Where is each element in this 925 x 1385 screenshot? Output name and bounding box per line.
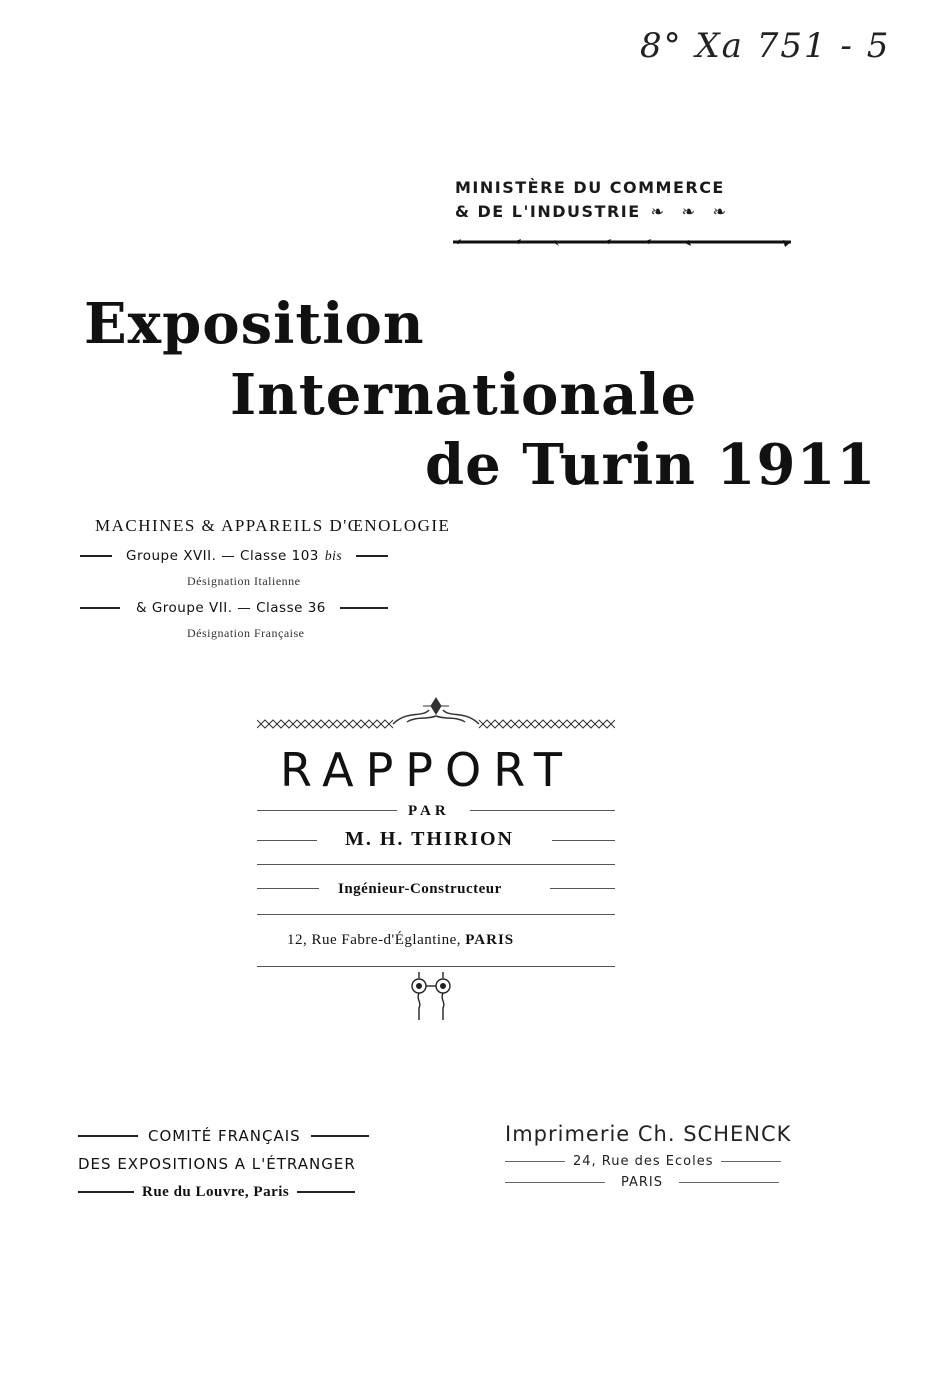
leaf-ornaments: ❧ ❧ ❧	[650, 202, 733, 221]
rule	[505, 1161, 565, 1162]
title-line-1: Exposition	[84, 291, 425, 357]
group-1-text: Groupe XVII. — Classe 103	[126, 548, 319, 564]
printer-name: Imprimerie Ch. SCHENCK	[505, 1122, 792, 1146]
author-address	[287, 932, 514, 949]
rule	[679, 1182, 779, 1183]
ministry-block	[455, 176, 732, 224]
group-line-1	[80, 548, 388, 564]
rule	[257, 966, 615, 967]
title-line-2: Internationale	[230, 362, 698, 428]
dash-right	[297, 1191, 355, 1193]
ministry-line-1: MINISTÈRE DU COMMERCE	[455, 178, 725, 197]
committee-line-2	[78, 1150, 369, 1178]
rule	[257, 914, 615, 915]
author-name: M. H. THIRION	[345, 828, 514, 850]
committee-line-1	[78, 1122, 369, 1150]
address-street: 12, Rue Fabre-d'Églantine,	[287, 932, 461, 948]
ornamental-band	[257, 696, 615, 732]
note-italian: Désignation Italienne	[187, 574, 301, 588]
committee-subtitle: DES EXPOSITIONS A L'ÉTRANGER	[78, 1155, 356, 1173]
shelfmark-handwritten: 8° Xa 751 - 5	[640, 26, 891, 66]
group-line-2	[80, 600, 388, 616]
dash-right	[340, 607, 388, 609]
ministry-ornamental-rule	[453, 236, 791, 248]
address-city: PARIS	[465, 932, 515, 948]
rule	[257, 840, 317, 841]
committee-line-3	[78, 1178, 369, 1206]
rule	[257, 810, 397, 811]
dash-left	[80, 607, 120, 609]
title-line-3: de Turin 1911	[425, 432, 877, 498]
rule	[550, 888, 615, 889]
rule	[505, 1182, 605, 1183]
report-title: RAPPORT	[280, 743, 574, 797]
committee-address: Rue du Louvre, Paris	[142, 1184, 290, 1200]
group-2-text: & Groupe VII. — Classe 36	[136, 600, 326, 616]
ministry-line-2	[455, 200, 732, 224]
rule	[257, 864, 615, 865]
ministry-line-2-text: & DE L'INDUSTRIE	[455, 202, 641, 221]
printer-city-line	[505, 1175, 791, 1190]
dash-left	[78, 1135, 138, 1137]
printer-street: 24, Rue des Ecoles	[573, 1154, 714, 1169]
rule	[257, 888, 319, 889]
committee-block	[78, 1122, 369, 1206]
group-1-bis: bis	[324, 548, 343, 563]
printer-block	[505, 1122, 791, 1190]
fleuron-ornament	[396, 972, 466, 1020]
dash-left	[80, 555, 112, 557]
dash-left	[78, 1191, 134, 1193]
by-label: PAR	[408, 803, 450, 819]
rule	[470, 810, 615, 811]
rule	[721, 1161, 781, 1162]
subject-heading: MACHINES & APPAREILS D'ŒNOLOGIE	[95, 516, 451, 535]
printer-city: PARIS	[621, 1175, 664, 1190]
committee-name: COMITÉ FRANÇAIS	[148, 1127, 301, 1145]
author-role: Ingénieur-Constructeur	[338, 881, 502, 897]
note-french: Désignation Française	[187, 626, 305, 640]
printer-street-line	[505, 1154, 791, 1169]
rule	[552, 840, 615, 841]
dash-right	[356, 555, 388, 557]
dash-right	[311, 1135, 369, 1137]
